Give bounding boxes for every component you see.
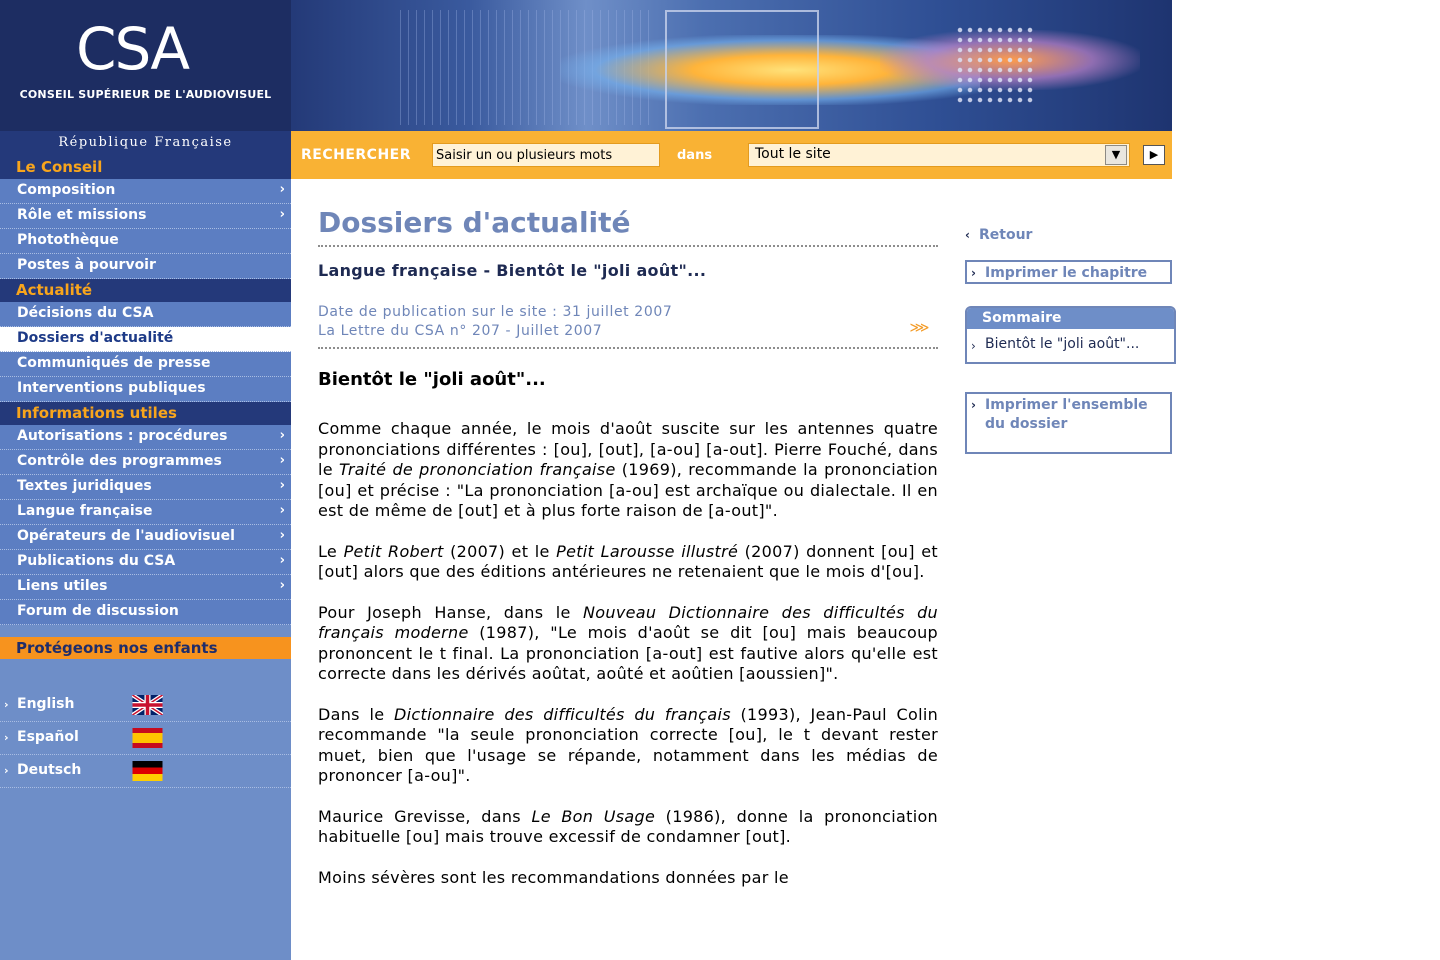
search-input[interactable] xyxy=(432,143,660,167)
germany-flag-icon xyxy=(132,761,163,781)
spain-flag-icon xyxy=(132,728,163,748)
sommaire-title: Sommaire xyxy=(967,308,1174,329)
print-dossier-link[interactable]: › Imprimer l'ensemble du dossier xyxy=(965,392,1172,454)
chevron-left-icon: ‹ xyxy=(965,228,970,242)
republique-francaise: République Française xyxy=(0,131,291,156)
csa-logo: CSA xyxy=(76,15,189,83)
paragraph: Maurice Grevisse, dans Le Bon Usage (1986), donne la prononciation habituelle [ou] mais trouve excessif de condamner [out]. xyxy=(318,806,938,846)
paragraph: Le Petit Robert (2007) et le Petit Larousse illustré (2007) donnent [ou] et [out] alors que des éditions antérieures ne retenaient que le mois d'[ou]. xyxy=(318,541,938,581)
search-label: RECHERCHER xyxy=(301,147,412,163)
divider xyxy=(318,245,938,247)
nav-item-communiques[interactable]: Communiqués de presse xyxy=(0,352,291,377)
search-bar xyxy=(291,131,1172,179)
site-header xyxy=(0,0,1172,131)
chevron-right-icon: › xyxy=(279,553,285,568)
nav-item-phototheque[interactable]: Photothèque xyxy=(0,229,291,254)
divider xyxy=(318,347,938,349)
nav-item-textes-juridiques[interactable]: Textes juridiques › xyxy=(0,475,291,500)
nav-item-langue-francaise[interactable]: Langue française › xyxy=(0,500,291,525)
lang-english-link[interactable]: › English xyxy=(0,689,291,722)
nav-heading-informations-utiles[interactable]: Informations utiles xyxy=(0,402,291,425)
publication-date: Date de publication sur le site : 31 juillet 2007 xyxy=(318,304,673,320)
banner-tv-frame xyxy=(665,10,819,129)
uk-flag-icon xyxy=(132,695,163,715)
chevron-right-icon: › xyxy=(279,578,285,593)
chevron-right-icon: › xyxy=(279,528,285,543)
nav-item-operateurs[interactable]: Opérateurs de l'audiovisuel › xyxy=(0,525,291,550)
chevron-right-icon: › xyxy=(4,764,9,777)
sidebar xyxy=(0,131,291,960)
paragraph: Dans le Dictionnaire des difficultés du français (1993), Jean-Paul Colin recommande "la seule prononciation correcte [ou], le t devant rester muet, bien que l'usage se répande, notamment dans les médias de prononcer [a-ou]". xyxy=(318,704,939,785)
chevron-right-icon: › xyxy=(279,207,285,222)
article-title: Langue française - Bientôt le "joli août"... xyxy=(318,261,707,280)
protegeons-nos-enfants-link[interactable]: Protégeons nos enfants xyxy=(0,637,291,659)
banner-dot-grid xyxy=(955,25,1035,105)
article-meta xyxy=(318,303,938,341)
retour-link[interactable]: ‹ Retour xyxy=(965,222,1172,248)
page-title: Dossiers d'actualité xyxy=(318,206,631,239)
chevron-right-icon: › xyxy=(279,182,285,197)
lettre-reference: La Lettre du CSA n° 207 - Juillet 2007 xyxy=(318,323,603,339)
chevron-right-icon: › xyxy=(971,266,976,280)
nav-item-interventions[interactable]: Interventions publiques xyxy=(0,377,291,402)
print-chapter-link[interactable]: › Imprimer le chapitre xyxy=(965,260,1172,284)
nav-item-autorisations[interactable]: Autorisations : procédures › xyxy=(0,425,291,450)
chevron-right-icon: ▶ xyxy=(1149,148,1159,161)
section-title: Bientôt le "joli août"... xyxy=(318,369,546,390)
nav-item-composition[interactable]: Composition › xyxy=(0,179,291,204)
logo-subtitle: CONSEIL SUPÉRIEUR DE L'AUDIOVISUEL xyxy=(19,88,272,101)
chevron-right-icon: › xyxy=(279,503,285,518)
paragraph: Pour Joseph Hanse, dans le Nouveau Dictionnaire des difficultés du français moderne (1987), "Le mois d'août se dit [ou] mais beaucoup prononcent le t final. La prononciation [a-out] est fautive alors qu'elle est correcte dans les dérivés aoûtat, aoûté et aoûtien [aoussien]". xyxy=(318,602,938,683)
nav-item-publications[interactable]: Publications du CSA › xyxy=(0,550,291,575)
sommaire-item[interactable]: › Bientôt le "joli août"... xyxy=(967,329,1174,362)
chevron-right-icon: › xyxy=(4,698,9,711)
nav-item-forum[interactable]: Forum de discussion xyxy=(0,600,291,625)
feed-icon[interactable]: ⋙ xyxy=(909,320,930,336)
logo-link[interactable] xyxy=(0,0,291,131)
nav-item-postes[interactable]: Postes à pourvoir xyxy=(0,254,291,279)
nav-item-liens-utiles[interactable]: Liens utiles › xyxy=(0,575,291,600)
nav-item-role-missions[interactable]: Rôle et missions › xyxy=(0,204,291,229)
search-scope-select[interactable] xyxy=(748,143,1130,167)
right-column xyxy=(965,222,1172,454)
chevron-right-icon: › xyxy=(971,398,976,412)
chevron-right-icon: › xyxy=(971,339,976,353)
lang-espanol-link[interactable]: › Español xyxy=(0,722,291,755)
lang-deutsch-link[interactable]: › Deutsch xyxy=(0,755,291,788)
paragraph: Moins sévères sont les recommandations données par le xyxy=(318,867,789,887)
nav-item-decisions[interactable]: Décisions du CSA xyxy=(0,302,291,327)
chevron-right-icon: › xyxy=(279,428,285,443)
main-content xyxy=(318,205,938,904)
search-scope-label: dans xyxy=(677,148,713,163)
nav-item-dossiers-actualite[interactable]: Dossiers d'actualité xyxy=(0,327,291,352)
nav-heading-actualite[interactable]: Actualité xyxy=(0,279,291,302)
scope-selected-value: Tout le site xyxy=(755,146,831,162)
chevron-right-icon: › xyxy=(279,453,285,468)
paragraph: Comme chaque année, le mois d'août suscite sur les antennes quatre prononciations différentes : [ou], [out], [a-ou] [a-out]. Pierre Fouché, dans le Traité de prononciation française (1969), recommande la prononciation [ou] et précise : "La prononciation [a-ou] est archaïque ou dialectale. Il en est de même de [out] et à plus forte raison de [a-out]". xyxy=(318,419,938,520)
nav-item-controle-programmes[interactable]: Contrôle des programmes › xyxy=(0,450,291,475)
search-submit-button[interactable] xyxy=(1143,145,1165,165)
chevron-right-icon: › xyxy=(279,478,285,493)
nav-heading-le-conseil[interactable]: Le Conseil xyxy=(0,156,291,179)
chevron-down-icon[interactable]: ▼ xyxy=(1105,145,1127,165)
sommaire-box xyxy=(965,306,1176,364)
chevron-right-icon: › xyxy=(4,731,9,744)
